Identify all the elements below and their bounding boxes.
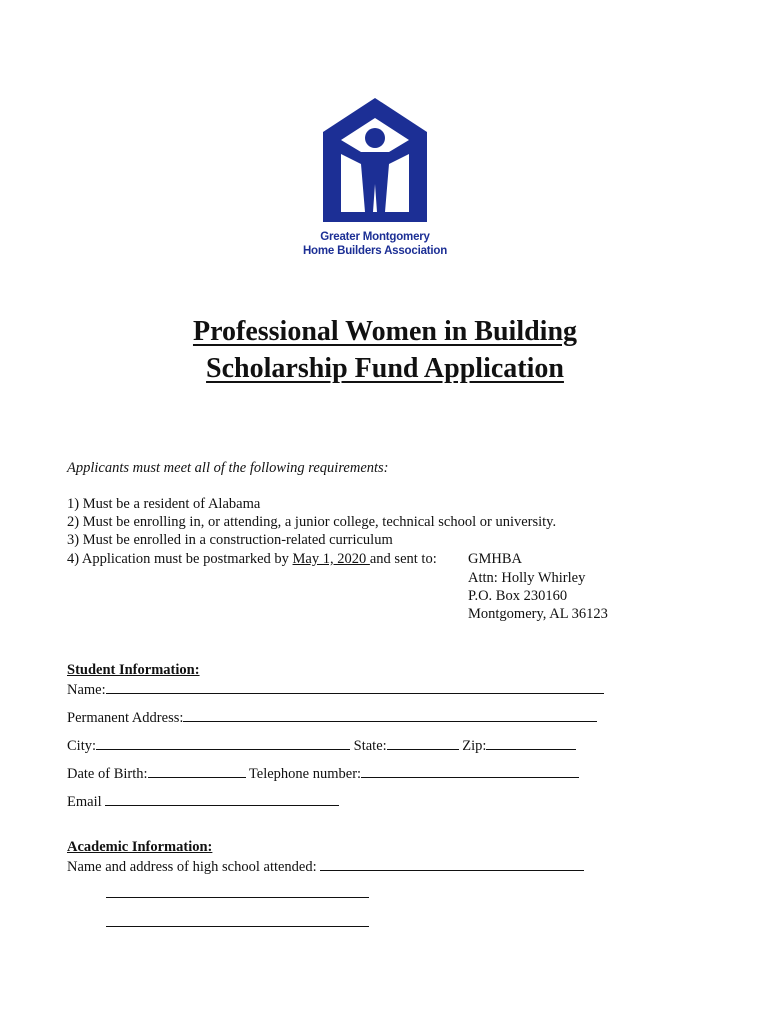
email-label: Email: [67, 794, 102, 810]
email-blank[interactable]: [105, 791, 339, 806]
org-name-line2: Home Builders Association: [302, 245, 448, 257]
dob-blank[interactable]: [148, 763, 246, 778]
requirement-item-1: 1) Must be a resident of Alabama: [67, 496, 261, 512]
requirement-item-3: 3) Must be enrolled in a construction-related curriculum: [67, 532, 393, 548]
title-line1: Professional Women in Building: [192, 316, 578, 347]
dob-label: Date of Birth:: [67, 766, 148, 782]
name-blank[interactable]: [106, 679, 604, 694]
city-state-zip-row: [67, 735, 576, 755]
mail-address-line3: P.O. Box 230160: [468, 588, 568, 604]
zip-label: Zip:: [462, 738, 487, 754]
high-school-blank-line3[interactable]: [106, 926, 369, 927]
title-line2: Scholarship Fund Application: [206, 353, 564, 384]
mail-address-line2: Attn: Holly Whirley: [468, 570, 586, 586]
house-person-logo-icon: [321, 96, 429, 222]
state-blank[interactable]: [387, 735, 459, 750]
org-name-line1: Greater Montgomery: [320, 231, 430, 243]
high-school-field[interactable]: [67, 856, 584, 876]
telephone-blank[interactable]: [361, 763, 579, 778]
page-title: [0, 313, 770, 387]
telephone-label: Telephone number:: [248, 766, 362, 782]
permanent-address-field[interactable]: [67, 707, 597, 727]
dob-phone-row: [67, 763, 579, 783]
email-field[interactable]: [67, 791, 339, 811]
high-school-blank-line2[interactable]: [106, 897, 369, 898]
requirement-item-2: 2) Must be enrolling in, or attending, a junior college, technical school or university.: [67, 514, 557, 530]
academic-info-heading: Academic Information:: [67, 839, 213, 855]
high-school-blank[interactable]: [320, 856, 584, 871]
gmhba-logo: [300, 96, 450, 266]
requirements-intro: Applicants must meet all of the following requirements:: [67, 460, 389, 476]
city-label: City:: [67, 738, 97, 754]
zip-blank[interactable]: [486, 735, 576, 750]
city-blank[interactable]: [96, 735, 350, 750]
deadline-date: May 1, 2020: [292, 551, 370, 567]
high-school-label: Name and address of high school attended:: [67, 859, 317, 875]
mail-address-line1: GMHBA: [468, 551, 522, 567]
name-field[interactable]: [67, 679, 604, 699]
requirement-item-4: 4) Application must be postmarked by May 1, 2020 and sent to:: [67, 551, 437, 567]
permanent-address-label: Permanent Address:: [67, 710, 184, 726]
student-info-heading: Student Information:: [67, 662, 200, 678]
name-label: Name:: [67, 682, 106, 698]
permanent-address-blank[interactable]: [183, 707, 597, 722]
state-label: State:: [353, 738, 387, 754]
mail-address-line4: Montgomery, AL 36123: [468, 606, 608, 622]
